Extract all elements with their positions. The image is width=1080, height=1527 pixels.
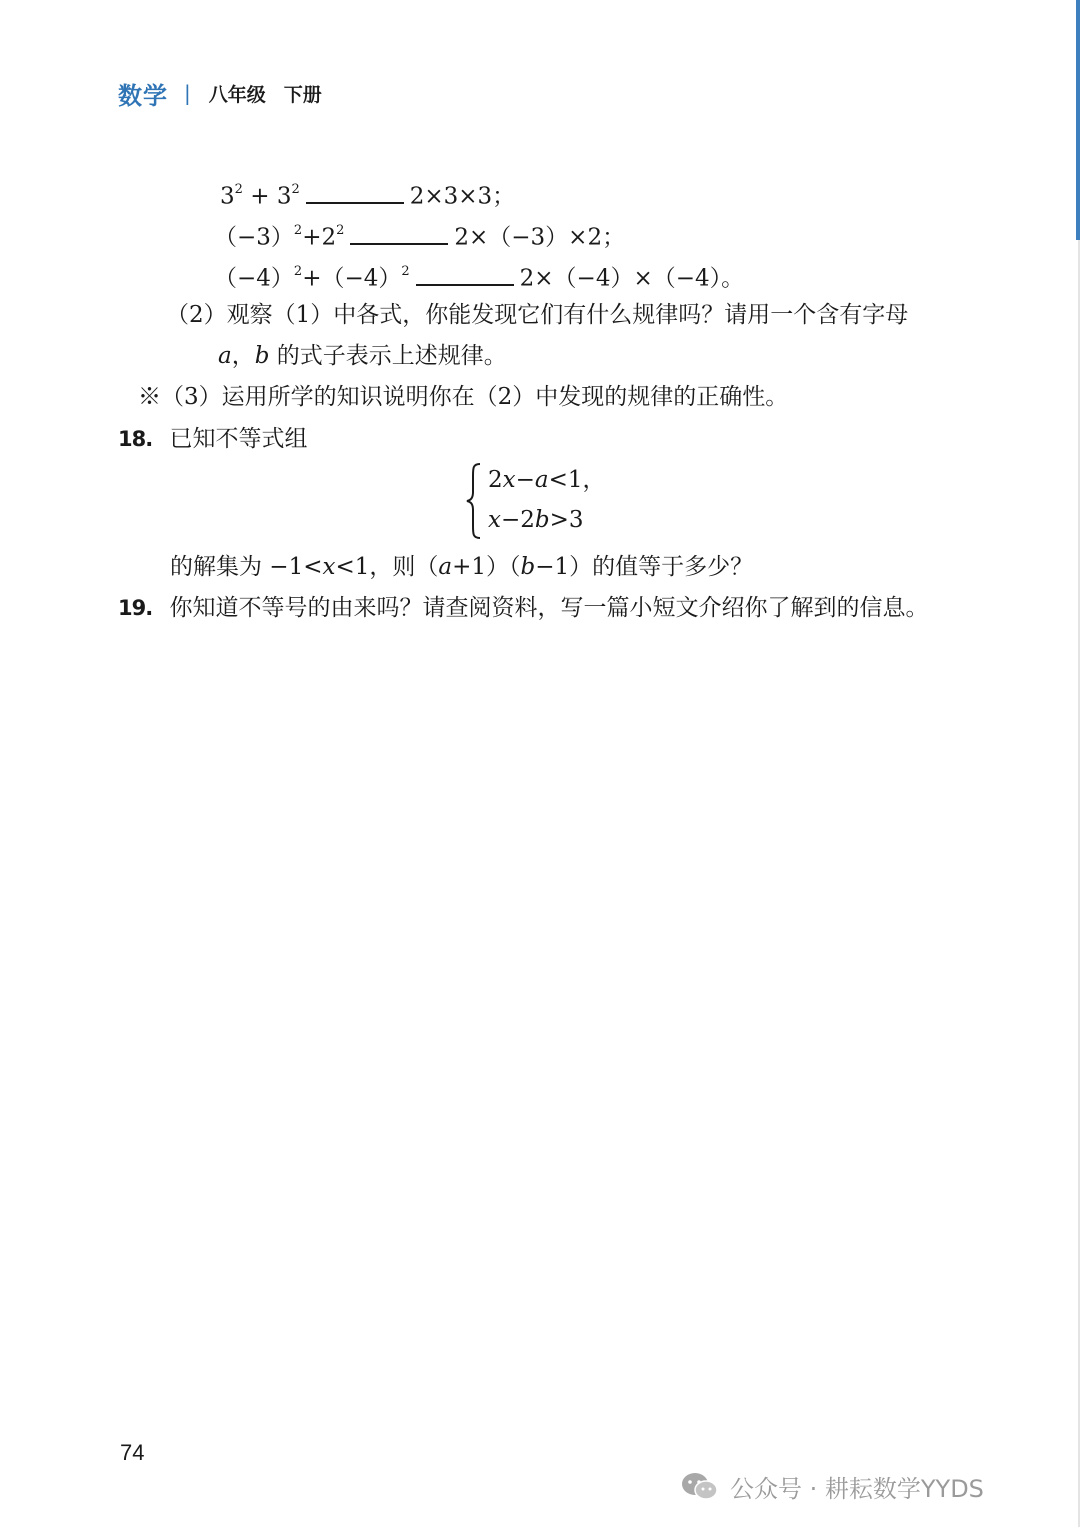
tail-x: x xyxy=(322,554,336,580)
question-18-text: 已知不等式组 xyxy=(169,426,308,452)
eq1-a: a xyxy=(534,467,549,493)
tail-4: −1）的值等于多少？ xyxy=(535,554,754,580)
comparison-line-1 xyxy=(220,176,515,213)
l3-exp1: 2 xyxy=(293,264,303,279)
part-2-line-2 xyxy=(218,340,507,372)
watermark xyxy=(680,1466,984,1506)
header-volume: 下册 xyxy=(283,83,322,106)
question-19-number: 19. xyxy=(118,596,153,620)
inequality-system xyxy=(466,462,666,540)
eq2-minus: −2 xyxy=(500,507,535,533)
l1-plus: + 3 xyxy=(242,183,292,210)
tail-2: <1，则（ xyxy=(335,554,439,580)
l1-left: 3 xyxy=(220,183,235,210)
tail-3: +1）（ xyxy=(452,554,521,580)
eq1-rhs: <1， xyxy=(548,467,606,493)
watermark-text: 公众号 · 耕耘数学YYDS xyxy=(730,1474,984,1503)
eq1-x: x xyxy=(502,467,516,493)
part-2-line-1: （2）观察（1）中各式，你能发现它们有什么规律吗？请用一个含有字母 xyxy=(166,302,909,328)
l2-right: 2×（−3）×2； xyxy=(454,224,626,251)
l1-right: 2×3×3； xyxy=(409,183,516,210)
l3-left: （−4） xyxy=(214,265,294,292)
l1-exp1: 2 xyxy=(234,182,243,197)
left-brace xyxy=(466,462,482,540)
inequality-1 xyxy=(488,464,606,496)
tail-a: a xyxy=(438,554,453,580)
question-19 xyxy=(118,592,929,624)
inequality-2 xyxy=(488,504,584,536)
comparison-line-3 xyxy=(214,258,744,295)
header-separator: | xyxy=(184,81,191,105)
eq1-minus: − xyxy=(515,467,535,493)
tail-1: 的解集为 −1< xyxy=(170,554,323,580)
answer-blank-1[interactable] xyxy=(306,180,404,204)
l3-exp2: 2 xyxy=(401,264,410,279)
part-3: ※（3）运用所学的知识说明你在（2）中发现的规律的正确性。 xyxy=(138,384,789,410)
question-18-stem xyxy=(118,423,308,455)
page-number: 74 xyxy=(120,1440,145,1465)
l2-plus: +2 xyxy=(302,224,337,251)
question-19-text: 你知道不等号的由来吗？请查阅资料，写一篇小短文介绍你了解到的信息。 xyxy=(169,595,929,621)
l3-plus: +（−4） xyxy=(302,265,402,292)
eq1-coef: 2 xyxy=(488,467,503,493)
eq2-b: b xyxy=(534,507,550,533)
comma: ， xyxy=(231,343,255,369)
question-18-tail xyxy=(170,551,753,583)
var-b: b xyxy=(254,343,270,369)
l1-exp2: 2 xyxy=(291,182,300,197)
var-a: a xyxy=(218,343,232,369)
eq2-rhs: >3 xyxy=(549,507,584,533)
l2-exp1: 2 xyxy=(293,223,303,238)
answer-blank-2[interactable] xyxy=(350,221,448,245)
wechat-icon xyxy=(680,1471,720,1501)
eq2-x: x xyxy=(488,507,501,533)
l2-exp2: 2 xyxy=(336,223,345,238)
part-2-rest: 的式子表示上述规律。 xyxy=(269,343,507,369)
comparison-line-2 xyxy=(214,217,625,254)
page-edge-tab xyxy=(1076,0,1080,240)
l2-left: （−3） xyxy=(214,224,294,251)
header-grade: 八年级 xyxy=(208,83,266,106)
l3-right: 2×（−4）×（−4）。 xyxy=(519,265,745,292)
answer-blank-3[interactable] xyxy=(416,262,514,286)
header-subject: 数学 xyxy=(118,81,168,110)
running-header xyxy=(118,76,322,110)
question-18-number: 18. xyxy=(118,427,153,451)
tail-b: b xyxy=(520,554,536,580)
